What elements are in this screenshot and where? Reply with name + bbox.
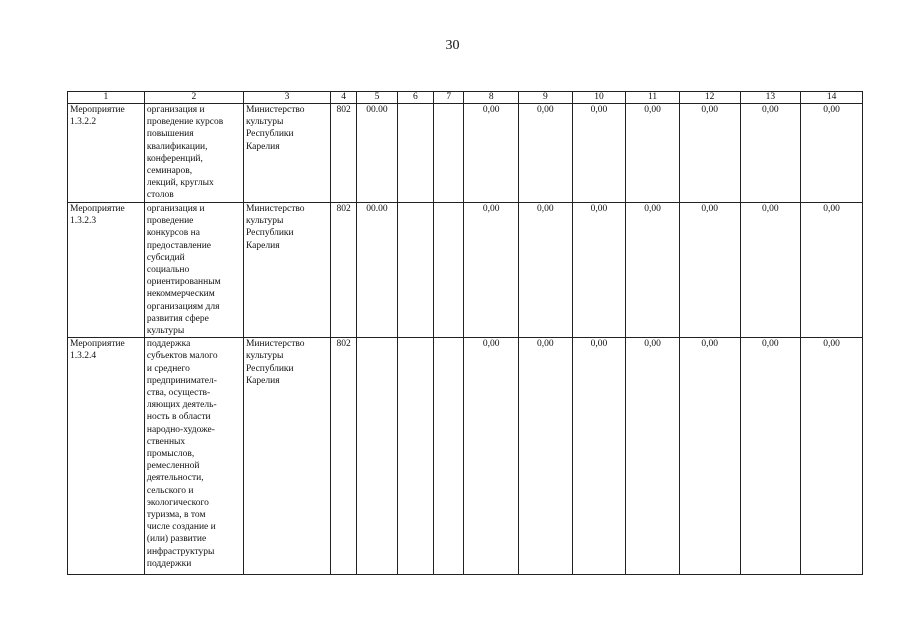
code-cell: [434, 338, 464, 575]
description-cell: организация и проведение конкурсов на предоставление субсидий социально ориентированным некоммерческим организациям для развития сфере культуры: [144, 203, 243, 338]
column-header: 7: [434, 92, 464, 104]
description-cell: организация и проведение курсов повышения квалификации, конференций, семинаров, лекций, круглых столов: [144, 104, 243, 203]
table-header: [68, 92, 863, 104]
code-cell: [397, 338, 433, 575]
column-header: 1: [68, 92, 145, 104]
column-header: 3: [243, 92, 330, 104]
value-cell: 0,00: [464, 104, 519, 203]
value-cell: 0,00: [572, 338, 626, 575]
value-cell: 0,00: [464, 203, 519, 338]
code-cell: 802: [330, 203, 356, 338]
value-cell: 0,00: [626, 104, 680, 203]
value-cell: 0,00: [572, 104, 626, 203]
code-cell: [434, 203, 464, 338]
column-header: 11: [626, 92, 680, 104]
code-cell: [397, 104, 433, 203]
code-cell: [434, 104, 464, 203]
code-cell: [397, 203, 433, 338]
column-header: 10: [572, 92, 626, 104]
value-cell: 0,00: [801, 203, 863, 338]
column-header: 6: [397, 92, 433, 104]
value-cell: 0,00: [740, 104, 801, 203]
executor-cell: Министерство культуры Республики Карелия: [243, 203, 330, 338]
code-cell: 802: [330, 338, 356, 575]
header-row: [68, 92, 863, 104]
executor-cell: Министерство культуры Республики Карелия: [243, 104, 330, 203]
value-cell: 0,00: [572, 203, 626, 338]
activity-cell: Мероприятие 1.3.2.3: [68, 203, 145, 338]
value-cell: 0,00: [801, 104, 863, 203]
value-cell: 0,00: [679, 338, 740, 575]
column-header: 9: [519, 92, 573, 104]
column-header: 5: [357, 92, 397, 104]
description-cell: поддержка субъектов малого и среднего предпринимател- ства, осуществ- ляющих деятель- ность в области народно-художе- ственных промыслов, ремесленной деятельности, сельского и экологического туризма, в том числе создание и (или) развитие инфраструктуры поддержки: [144, 338, 243, 575]
column-header: 4: [330, 92, 356, 104]
table-row: [68, 203, 863, 338]
column-header: 14: [801, 92, 863, 104]
column-header: 2: [144, 92, 243, 104]
value-cell: 0,00: [626, 338, 680, 575]
column-header: 12: [679, 92, 740, 104]
column-header: 8: [464, 92, 519, 104]
code-cell: 802: [330, 104, 356, 203]
table-row: [68, 338, 863, 575]
value-cell: 0,00: [519, 203, 573, 338]
page-number: 30: [445, 38, 460, 53]
value-cell: 0,00: [740, 338, 801, 575]
executor-cell: Министерство культуры Республики Карелия: [243, 338, 330, 575]
column-header: 13: [740, 92, 801, 104]
code-cell: 00.00: [357, 104, 397, 203]
code-cell: [357, 338, 397, 575]
value-cell: 0,00: [626, 203, 680, 338]
value-cell: 0,00: [679, 203, 740, 338]
value-cell: 0,00: [464, 338, 519, 575]
value-cell: 0,00: [519, 338, 573, 575]
table-row: [68, 104, 863, 203]
code-cell: 00.00: [357, 203, 397, 338]
budget-table: [67, 91, 863, 575]
value-cell: 0,00: [519, 104, 573, 203]
activity-cell: Мероприятие 1.3.2.2: [68, 104, 145, 203]
value-cell: 0,00: [679, 104, 740, 203]
activity-cell: Мероприятие 1.3.2.4: [68, 338, 145, 575]
value-cell: 0,00: [801, 338, 863, 575]
value-cell: 0,00: [740, 203, 801, 338]
